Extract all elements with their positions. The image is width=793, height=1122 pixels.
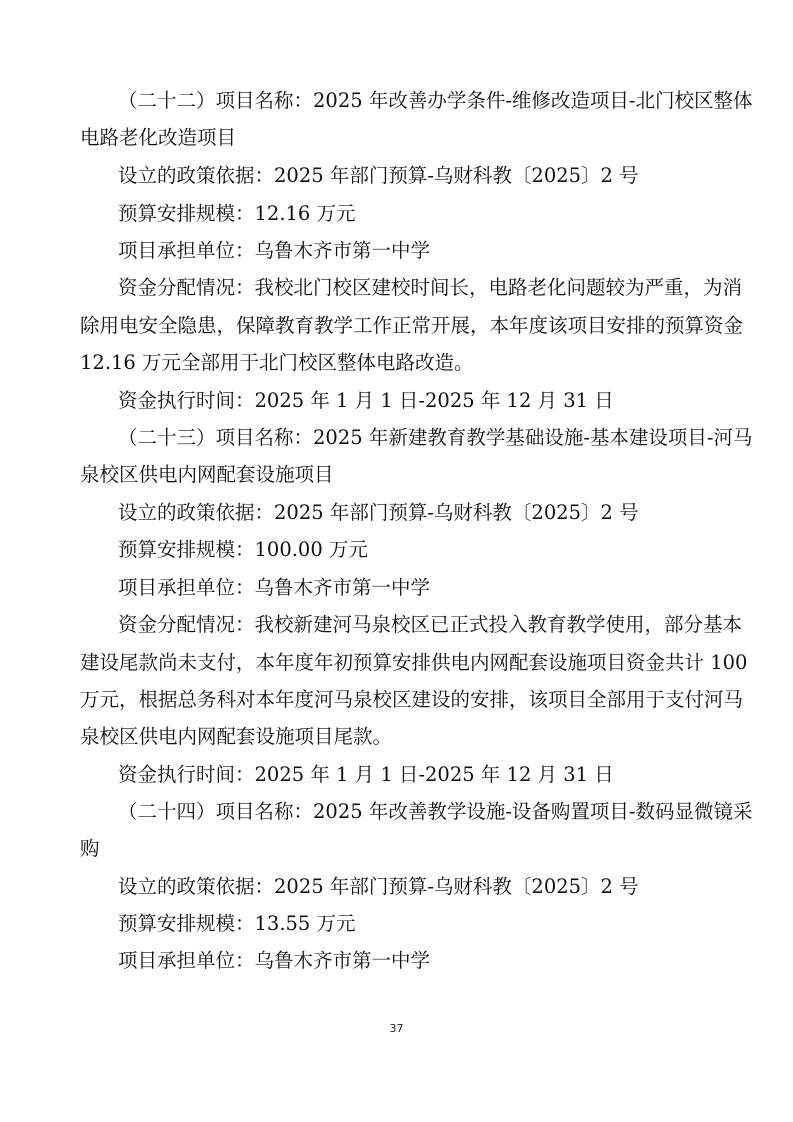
project-22-allocation: 资金分配情况：我校北门校区建校时间长，电路老化问题较为严重，为消	[118, 276, 743, 299]
project-22-budget: 预算安排规模：12.16 万元	[118, 202, 356, 225]
project-24-unit: 项目承担单位：乌鲁木齐市第一中学	[118, 949, 431, 972]
project-22-allocation-cont: 除用电安全隐患，保障教育教学工作正常开展，本年度该项目安排的预算资金	[80, 314, 744, 337]
project-23-allocation-cont: 万元，根据总务科对本年度河马泉校区建设的安排，该项目全部用于支付河马	[80, 688, 744, 711]
project-23-allocation-cont: 泉校区供电内网配套设施项目尾款。	[80, 725, 393, 748]
project-23-allocation: 资金分配情况：我校新建河马泉校区已正式投入教育教学使用，部分基本	[118, 613, 743, 636]
page-number: 37	[389, 1022, 404, 1035]
project-23-title-cont: 泉校区供电内网配套设施项目	[80, 463, 334, 486]
project-22-unit: 项目承担单位：乌鲁木齐市第一中学	[118, 239, 431, 262]
project-24-policy: 设立的政策依据：2025 年部门预算-乌财科教〔2025〕2 号	[118, 875, 639, 898]
project-23-unit: 项目承担单位：乌鲁木齐市第一中学	[118, 576, 431, 599]
project-23-policy: 设立的政策依据：2025 年部门预算-乌财科教〔2025〕2 号	[118, 501, 639, 524]
project-22-title-cont: 电路老化改造项目	[80, 126, 237, 149]
project-22-title: （二十二）项目名称：2025 年改善办学条件-维修改造项目-北门校区整体	[118, 89, 753, 112]
project-23-allocation-cont: 建设尾款尚未支付，本年度年初预算安排供电内网配套设施项目资金共计 100	[80, 651, 748, 674]
project-23-time: 资金执行时间：2025 年 1 月 1 日-2025 年 12 月 31 日	[118, 763, 614, 786]
project-22-policy: 设立的政策依据：2025 年部门预算-乌财科教〔2025〕2 号	[118, 164, 639, 187]
project-22-allocation-cont: 12.16 万元全部用于北门校区整体电路改造。	[80, 351, 474, 374]
project-23-budget: 预算安排规模：100.00 万元	[118, 538, 368, 561]
project-24-budget: 预算安排规模：13.55 万元	[118, 912, 356, 935]
project-23-title: （二十三）项目名称：2025 年新建教育教学基础设施-基本建设项目-河马	[118, 426, 753, 449]
project-22-time: 资金执行时间：2025 年 1 月 1 日-2025 年 12 月 31 日	[118, 389, 614, 412]
project-24-title: （二十四）项目名称：2025 年改善教学设施-设备购置项目-数码显微镜采	[118, 800, 753, 823]
project-24-title-cont: 购	[80, 837, 100, 860]
